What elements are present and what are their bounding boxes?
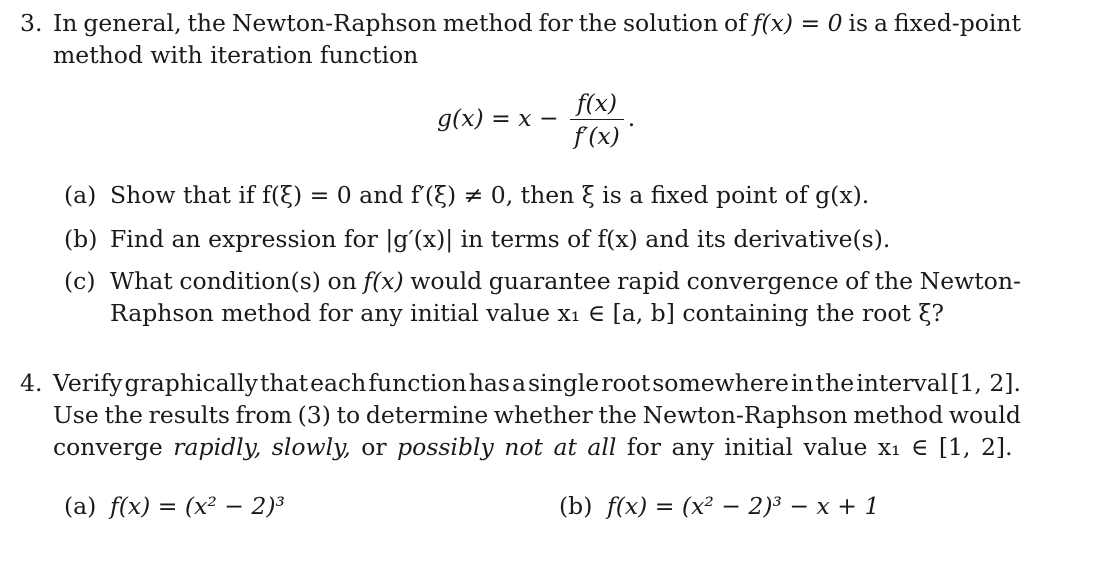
part-3c-label: (c) <box>64 267 96 295</box>
iteration-function-formula: g(x) = x − $\frac{f(x)}{f'(x)}$ . <box>437 89 636 150</box>
part-4b-label: (b) <box>559 492 593 520</box>
problem-3-line-2: method with iteration function <box>53 41 419 69</box>
problem-4-line-2: Use the results from (3) to determine whether the Newton-Raphson method would <box>53 401 1021 429</box>
part-3a-label: (a) <box>64 181 97 209</box>
part-4a-expression: f(x) = (x² − 2)³ <box>110 492 285 520</box>
problem-3-number: 3. <box>20 9 43 37</box>
part-3b-label: (b) <box>64 225 98 253</box>
problem-3-line-1: In general, the Newton-Raphson method for the solution of f(x) = 0 is a fixed-point <box>53 9 1021 37</box>
part-4b-expression: f(x) = (x² − 2)³ − x + 1 <box>607 492 880 520</box>
part-3c-line-1: What condition(s) on f(x) would guarantee rapid convergence of the Newton- <box>110 267 1021 295</box>
part-3a-text: Show that if f(ξ) = 0 and f′(ξ) ≠ 0, then ξ is a fixed point of g(x). <box>110 181 870 209</box>
formula-denominator: f′(x) <box>574 122 620 150</box>
part-3c-line-2: Raphson method for any initial value x₁ ∈ [a, b] containing the root ξ? <box>110 299 945 327</box>
formula-numerator: f(x) <box>570 87 624 120</box>
problem-4-number: 4. <box>20 369 43 397</box>
part-3b-text: Find an expression for |g′(x)| in terms of f(x) and its derivative(s). <box>110 225 891 253</box>
problem-4-line-1: Verify graphically that each function has a single root somewhere in the interval [1, 2]. <box>53 369 1021 397</box>
part-4a-label: (a) <box>64 492 97 520</box>
problem-4-line-3: converge rapidly, slowly, or possibly not at all for any initial value x₁ ∈ [1, 2]. <box>53 433 1013 461</box>
